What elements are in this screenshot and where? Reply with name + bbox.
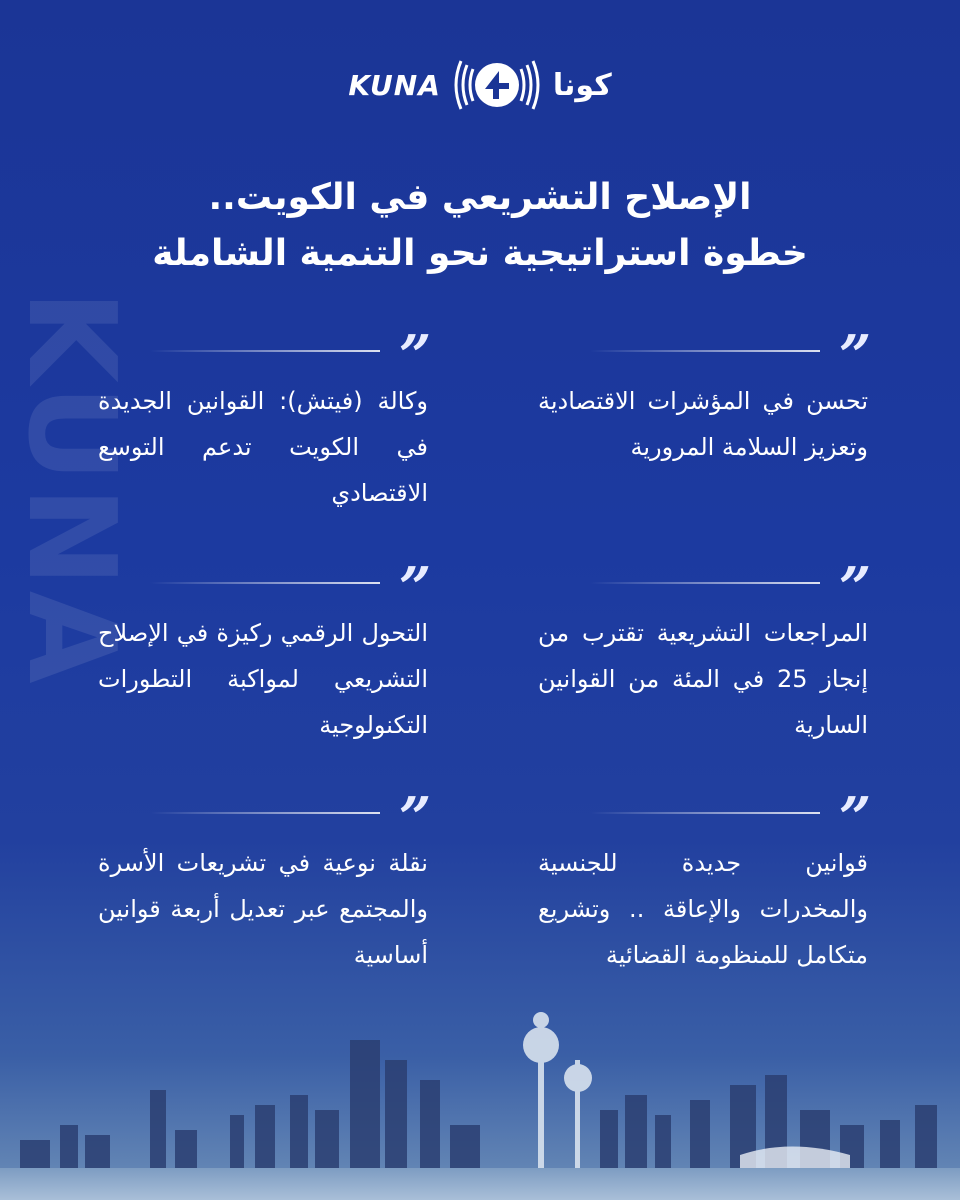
kuna-logo	[0, 45, 960, 125]
card-text: التحول الرقمي ركيزة في الإصلاح التشريعي لمواكبة التطورات التكنولوجية	[98, 619, 428, 739]
divider-line	[150, 350, 380, 352]
logo-arabic-text: كونا	[552, 67, 612, 103]
divider-line	[590, 582, 820, 584]
kuna-emblem-icon	[449, 47, 545, 123]
title-line-2: خطوة استراتيجية نحو التنمية الشاملة	[152, 233, 808, 274]
divider-line	[150, 812, 380, 814]
card-text: قوانين جديدة للجنسية والمخدرات والإعاقة .. وتشريع متكامل للمنظومة القضائية	[538, 849, 868, 969]
card-text: المراجعات التشريعية تقترب من إنجاز 25 في المئة من القوانين السارية	[538, 619, 868, 739]
news-card	[88, 555, 436, 750]
kuna-watermark: KUNA	[1, 290, 140, 688]
card-text: نقلة نوعية في تشريعات الأسرة والمجتمع عبر تعديل أربعة قوانين أساسية	[98, 849, 428, 969]
news-card	[528, 555, 876, 750]
quote-icon: ”	[828, 785, 876, 851]
quote-icon: ”	[388, 555, 436, 621]
quote-icon: ”	[828, 555, 876, 621]
logo-latin-text: KUNA	[348, 68, 441, 102]
page-title	[0, 170, 960, 282]
quote-icon: ”	[828, 323, 876, 389]
divider-line	[150, 582, 380, 584]
card-text: وكالة (فيتش): القوانين الجديدة في الكويت تدعم التوسع الاقتصادي	[98, 387, 428, 507]
divider-line	[590, 350, 820, 352]
quote-icon: ”	[388, 323, 436, 389]
news-card	[88, 323, 436, 518]
divider-line	[590, 812, 820, 814]
title-line-1: الإصلاح التشريعي في الكويت..	[208, 177, 752, 218]
quote-icon: ”	[388, 785, 436, 851]
card-text: تحسن في المؤشرات الاقتصادية وتعزيز السلامة المرورية	[538, 387, 868, 461]
news-card	[528, 323, 876, 518]
kuwait-skyline-image	[0, 900, 960, 1200]
